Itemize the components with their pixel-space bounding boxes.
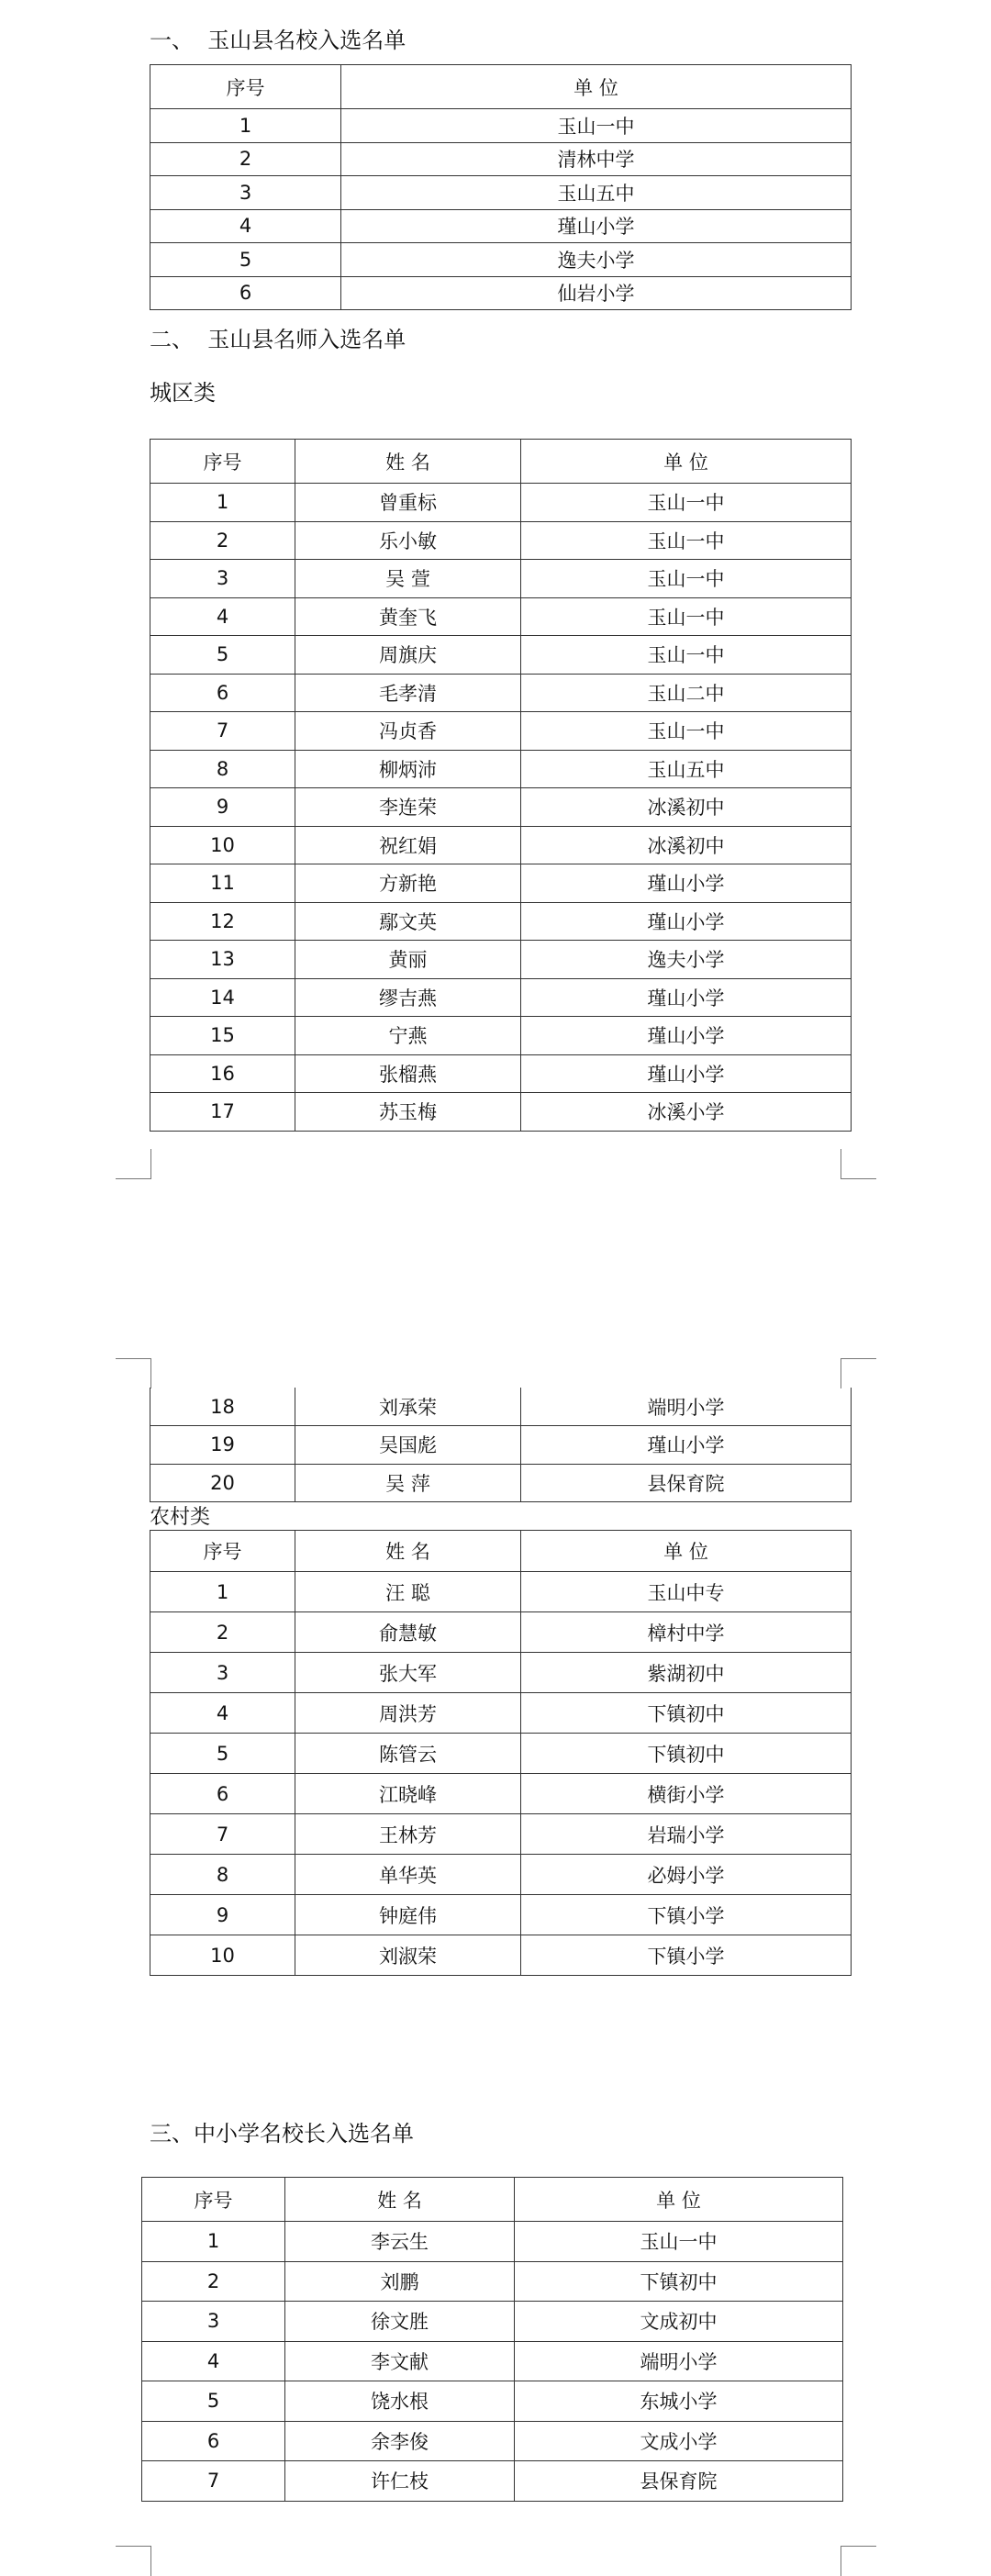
- cell-index: 16: [150, 1054, 295, 1093]
- table-row: [150, 788, 852, 827]
- cell-name: 钟庭伟: [295, 1895, 521, 1935]
- cell-name: 吴国彪: [295, 1426, 521, 1465]
- cell-index: 6: [142, 2421, 285, 2461]
- cell-unit: 必姆小学: [521, 1855, 852, 1895]
- cell-unit: 玉山一中: [341, 109, 852, 143]
- cell-index: 2: [150, 521, 295, 560]
- cell-name: 吴 萍: [295, 1464, 521, 1502]
- cell-unit: 东城小学: [515, 2381, 843, 2422]
- cell-unit: 樟村中学: [521, 1612, 852, 1653]
- cell-unit: 冰溪小学: [521, 1093, 852, 1132]
- cell-unit: 瑾山小学: [521, 864, 852, 903]
- page-corner-mark: [116, 2546, 151, 2576]
- cell-name: 柳炳沛: [295, 750, 521, 788]
- cell-name: 俞慧敏: [295, 1612, 521, 1653]
- cell-unit: 逸夫小学: [341, 243, 852, 277]
- cell-name: 汪 聪: [295, 1572, 521, 1612]
- cell-unit: 玉山一中: [515, 2222, 843, 2262]
- table-row: [150, 1612, 852, 1653]
- col-header-name: 姓 名: [295, 440, 521, 484]
- cell-unit: 下镇小学: [521, 1935, 852, 1976]
- cell-name: 刘鹏: [285, 2261, 515, 2302]
- table-row: [150, 209, 852, 243]
- cell-name: 李连荣: [295, 788, 521, 827]
- cell-name: 饶水根: [285, 2381, 515, 2422]
- table-row: [150, 1017, 852, 1055]
- section3-heading: 三、中小学名校长入选名单: [150, 2121, 414, 2147]
- table-row: [150, 1774, 852, 1814]
- school-table: [150, 64, 852, 310]
- table-row: [142, 2222, 843, 2262]
- cell-unit: 清林中学: [341, 142, 852, 176]
- cell-name: 冯贞香: [295, 712, 521, 751]
- cell-index: 1: [142, 2222, 285, 2262]
- cell-index: 5: [150, 636, 295, 675]
- table-row: [150, 1734, 852, 1774]
- table-row: [150, 978, 852, 1017]
- col-header-index: 序号: [150, 1531, 295, 1572]
- cell-name: 曾重标: [295, 484, 521, 522]
- cell-unit: 县保育院: [521, 1464, 852, 1502]
- cell-unit: 玉山中专: [521, 1572, 852, 1612]
- cell-unit: 下镇初中: [515, 2261, 843, 2302]
- table-row: [142, 2461, 843, 2502]
- col-header-name: 姓 名: [285, 2178, 515, 2222]
- page-corner-mark: [841, 2546, 876, 2576]
- table-row: [150, 1653, 852, 1693]
- table-row: [150, 864, 852, 903]
- table-row: [150, 902, 852, 941]
- cell-index: 6: [150, 1774, 295, 1814]
- cell-index: 3: [142, 2302, 285, 2342]
- cell-unit: 县保育院: [515, 2461, 843, 2502]
- table-row: [142, 2381, 843, 2422]
- table-header-row: [150, 65, 852, 109]
- cell-index: 11: [150, 864, 295, 903]
- table-row: [150, 560, 852, 598]
- cell-unit: 玉山一中: [521, 636, 852, 675]
- table-header-row: [150, 1531, 852, 1572]
- cell-name: 苏玉梅: [295, 1093, 521, 1132]
- cell-name: 张榴燕: [295, 1054, 521, 1093]
- cell-index: 5: [150, 1734, 295, 1774]
- cell-name: 刘淑荣: [295, 1935, 521, 1976]
- page-corner-mark: [841, 1149, 876, 1179]
- cell-unit: 端明小学: [521, 1388, 852, 1426]
- cell-index: 6: [150, 674, 295, 712]
- cell-index: 6: [150, 276, 341, 310]
- rural-category-label: 农村类: [150, 1506, 211, 1529]
- table-row: [150, 243, 852, 277]
- cell-unit: 仙岩小学: [341, 276, 852, 310]
- cell-index: 3: [150, 1653, 295, 1693]
- cell-index: 8: [150, 750, 295, 788]
- cell-unit: 下镇初中: [521, 1693, 852, 1734]
- cell-name: 黄奎飞: [295, 597, 521, 636]
- cell-unit: 玉山一中: [521, 712, 852, 751]
- cell-unit: 紫湖初中: [521, 1653, 852, 1693]
- col-header-unit: 单 位: [521, 440, 852, 484]
- cell-index: 4: [142, 2341, 285, 2381]
- table-row: [142, 2341, 843, 2381]
- table-row: [150, 674, 852, 712]
- cell-name: 陈管云: [295, 1734, 521, 1774]
- cell-name: 徐文胜: [285, 2302, 515, 2342]
- cell-index: 1: [150, 484, 295, 522]
- cell-index: 10: [150, 826, 295, 864]
- cell-unit: 瑾山小学: [521, 1017, 852, 1055]
- cell-index: 2: [150, 1612, 295, 1653]
- cell-unit: 瑾山小学: [521, 978, 852, 1017]
- cell-index: 12: [150, 902, 295, 941]
- cell-name: 吴 萱: [295, 560, 521, 598]
- cell-name: 毛孝清: [295, 674, 521, 712]
- cell-unit: 玉山五中: [341, 176, 852, 210]
- table-row: [150, 1426, 852, 1465]
- cell-index: 4: [150, 1693, 295, 1734]
- cell-name: 乐小敏: [295, 521, 521, 560]
- page-corner-mark: [116, 1358, 151, 1388]
- table-row: [150, 1814, 852, 1855]
- cell-index: 3: [150, 176, 341, 210]
- table-row: [150, 521, 852, 560]
- cell-name: 鄢文英: [295, 902, 521, 941]
- table-row: [150, 1054, 852, 1093]
- cell-index: 5: [150, 243, 341, 277]
- table-row: [150, 1855, 852, 1895]
- cell-name: 周洪芳: [295, 1693, 521, 1734]
- cell-name: 刘承荣: [295, 1388, 521, 1426]
- cell-unit: 下镇小学: [521, 1895, 852, 1935]
- cell-index: 7: [142, 2461, 285, 2502]
- table-row: [150, 597, 852, 636]
- cell-unit: 岩瑞小学: [521, 1814, 852, 1855]
- cell-index: 10: [150, 1935, 295, 1976]
- table-header-row: [150, 440, 852, 484]
- cell-index: 13: [150, 941, 295, 979]
- col-header-name: 姓 名: [295, 1531, 521, 1572]
- col-header-index: 序号: [142, 2178, 285, 2222]
- principal-table: [141, 2177, 843, 2502]
- cell-index: 8: [150, 1855, 295, 1895]
- cell-unit: 玉山五中: [521, 750, 852, 788]
- cell-index: 15: [150, 1017, 295, 1055]
- col-header-index: 序号: [150, 65, 341, 109]
- cell-name: 单华英: [295, 1855, 521, 1895]
- cell-index: 5: [142, 2381, 285, 2422]
- col-header-index: 序号: [150, 440, 295, 484]
- cell-unit: 玉山一中: [521, 521, 852, 560]
- rural-teacher-table: [150, 1530, 852, 1976]
- cell-unit: 瑾山小学: [521, 1426, 852, 1465]
- cell-index: 2: [142, 2261, 285, 2302]
- col-header-unit: 单 位: [341, 65, 852, 109]
- table-row: [150, 1388, 852, 1426]
- cell-name: 张大军: [295, 1653, 521, 1693]
- cell-index: 14: [150, 978, 295, 1017]
- cell-index: 9: [150, 788, 295, 827]
- table-row: [150, 276, 852, 310]
- section2-heading: 二、 玉山县名师入选名单: [150, 327, 406, 352]
- cell-index: 17: [150, 1093, 295, 1132]
- table-row: [150, 1935, 852, 1976]
- table-row: [150, 109, 852, 143]
- cell-name: 祝红娟: [295, 826, 521, 864]
- cell-unit: 冰溪初中: [521, 826, 852, 864]
- cell-index: 20: [150, 1464, 295, 1502]
- table-row: [150, 750, 852, 788]
- cell-name: 周旗庆: [295, 636, 521, 675]
- table-row: [150, 1464, 852, 1502]
- cell-unit: 瑾山小学: [521, 902, 852, 941]
- cell-unit: 冰溪初中: [521, 788, 852, 827]
- cell-index: 18: [150, 1388, 295, 1426]
- cell-index: 7: [150, 712, 295, 751]
- table-row: [150, 1895, 852, 1935]
- table-row: [150, 176, 852, 210]
- cell-name: 李云生: [285, 2222, 515, 2262]
- cell-unit: 文成小学: [515, 2421, 843, 2461]
- table-row: [150, 941, 852, 979]
- section1-heading: 一、 玉山县名校入选名单: [150, 28, 406, 53]
- urban-category-label: 城区类: [150, 380, 216, 406]
- table-row: [150, 484, 852, 522]
- col-header-unit: 单 位: [521, 1531, 852, 1572]
- cell-unit: 玉山一中: [521, 597, 852, 636]
- cell-name: 江晓峰: [295, 1774, 521, 1814]
- page-corner-mark: [116, 1149, 151, 1179]
- cell-index: 4: [150, 209, 341, 243]
- table-row: [150, 1693, 852, 1734]
- cell-unit: 瑾山小学: [521, 1054, 852, 1093]
- table-row: [150, 826, 852, 864]
- cell-name: 余李俊: [285, 2421, 515, 2461]
- cell-index: 1: [150, 109, 341, 143]
- table-row: [150, 636, 852, 675]
- cell-name: 王林芳: [295, 1814, 521, 1855]
- table-row: [142, 2421, 843, 2461]
- table-row: [142, 2261, 843, 2302]
- cell-name: 许仁枝: [285, 2461, 515, 2502]
- cell-unit: 下镇初中: [521, 1734, 852, 1774]
- cell-unit: 玉山一中: [521, 484, 852, 522]
- cell-name: 缪吉燕: [295, 978, 521, 1017]
- cell-index: 1: [150, 1572, 295, 1612]
- table-row: [150, 712, 852, 751]
- cell-name: 方新艳: [295, 864, 521, 903]
- cell-index: 19: [150, 1426, 295, 1465]
- cell-index: 2: [150, 142, 341, 176]
- cell-name: 李文献: [285, 2341, 515, 2381]
- cell-unit: 横街小学: [521, 1774, 852, 1814]
- cell-unit: 玉山二中: [521, 674, 852, 712]
- cell-unit: 玉山一中: [521, 560, 852, 598]
- cell-index: 4: [150, 597, 295, 636]
- cell-index: 9: [150, 1895, 295, 1935]
- table-row: [150, 142, 852, 176]
- page-corner-mark: [841, 1358, 876, 1388]
- cell-name: 宁燕: [295, 1017, 521, 1055]
- cell-unit: 文成初中: [515, 2302, 843, 2342]
- cell-name: 黄丽: [295, 941, 521, 979]
- urban-teacher-table-page1: [150, 439, 852, 1132]
- cell-index: 7: [150, 1814, 295, 1855]
- col-header-unit: 单 位: [515, 2178, 843, 2222]
- cell-unit: 逸夫小学: [521, 941, 852, 979]
- cell-unit: 瑾山小学: [341, 209, 852, 243]
- table-row: [150, 1572, 852, 1612]
- cell-unit: 端明小学: [515, 2341, 843, 2381]
- table-row: [150, 1093, 852, 1132]
- cell-index: 3: [150, 560, 295, 598]
- table-row: [142, 2302, 843, 2342]
- table-header-row: [142, 2178, 843, 2222]
- urban-teacher-table-page2: [150, 1388, 852, 1502]
